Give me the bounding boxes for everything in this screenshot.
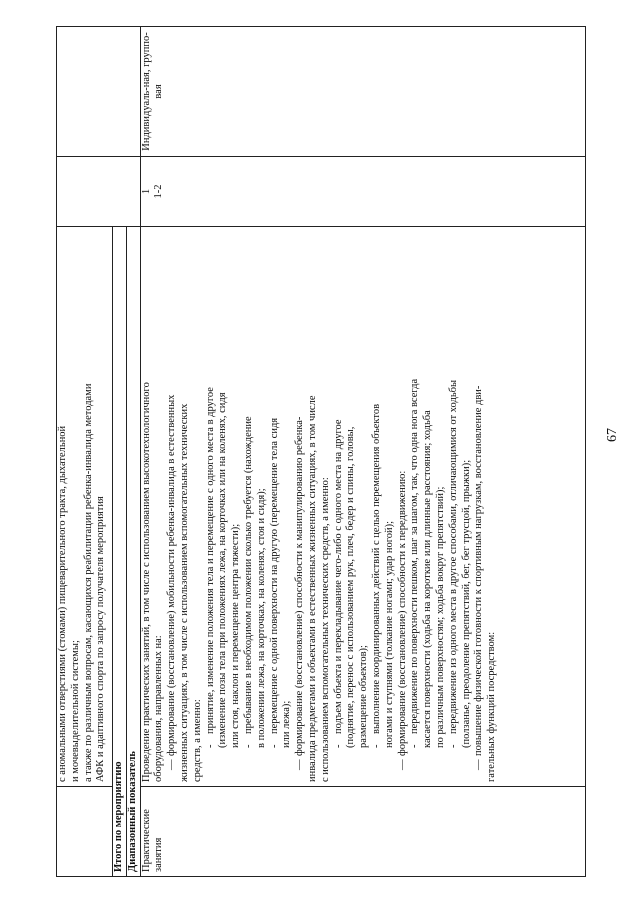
practical-count — [140, 157, 585, 227]
practical-line: или стоя, наклон и перемещение центра тяжести); — [230, 523, 242, 748]
rehabilitation-table — [56, 26, 586, 877]
practical-line: жизненных ситуациях, в том числе с использованием вспомогательных технических — [178, 403, 190, 782]
cell-top-text — [57, 227, 113, 787]
dash-mark: — — [473, 759, 485, 770]
practical-line: —формирование (восстановление) способности к передвижению: — [396, 470, 408, 770]
practical-line: —повышение физической готовности к спортивным нагрузкам, восстановление дви- — [473, 385, 485, 770]
practical-line: Проведение практических занятий, в том числе с использованием высокотехнологичного — [140, 382, 152, 782]
practical-line: инвалида предметами и объектами в естественных жизненных ситуациях, в том числе — [306, 395, 318, 782]
table-row-practical — [140, 27, 585, 877]
practical-line: оборудования, направленных на: — [153, 635, 165, 782]
practical-line: с использованием вспомогательных технических средств, а именно: — [319, 477, 331, 782]
dash-mark: — — [166, 759, 178, 770]
practical-line: -передвижение из одного места в другое способами, отличающимися от ходьбы — [447, 379, 459, 748]
dash-mark: - — [370, 744, 382, 748]
top-line: а также по различным вопросам, касающихся реабилитации ребенка-инвалида методами — [82, 383, 94, 782]
practical-line: -выполнение координированных действий с целью перемещения объектов — [370, 403, 382, 748]
practical-line: -подъем объекта и перекладывание чего-либо с одного места на другое — [332, 419, 344, 748]
range-label: Диапазонный показатель — [126, 227, 140, 877]
document-table-sheet — [56, 27, 586, 877]
practical-line: касается поверхности (ходьба на короткие или длинные расстояния; ходьба — [422, 410, 434, 748]
dash-mark: - — [204, 744, 216, 748]
practical-form: Индивидуаль-ная, группо-вая — [140, 27, 585, 157]
practical-name: Практические занятия — [140, 787, 585, 877]
cell-empty-left — [57, 787, 113, 877]
dash-mark: — — [294, 759, 306, 770]
practical-line: -передвижение по поверхности пешком, шаг за шагом, так, что одна нога всегда — [409, 378, 421, 748]
practical-line: размещение объектов); — [358, 645, 370, 748]
dash-mark: — — [396, 759, 408, 770]
table-row-top — [57, 27, 113, 877]
total-label: Итого по мероприятию — [113, 227, 127, 877]
page-number: 67 — [605, 428, 620, 442]
practical-description — [140, 227, 585, 787]
total-value: 1 — [140, 188, 152, 195]
practical-line: или лежа); — [281, 700, 293, 748]
top-line: с аномальными отверстиями (стомами) пищеварительного тракта, дыхательной — [57, 425, 68, 782]
practical-line: —формирование (восстановление) мобильности ребенка-инвалида в естественных — [166, 394, 178, 770]
dash-mark: - — [409, 744, 421, 748]
practical-line: (изменение позы тела при положениях лежа, на корточках или на коленях, сидя — [217, 392, 229, 748]
dash-mark: - — [332, 744, 344, 748]
cell-empty-count — [57, 157, 141, 227]
practical-line: гательных функций посредством: — [486, 631, 498, 782]
practical-line: (ползанье, преодоление препятствий, бег, бег трусцой, прыжки); — [460, 459, 472, 748]
top-line: АФК и адаптивного спорта по запросу получателя мероприятия — [95, 496, 107, 782]
practical-line: -принятие, изменение положения тела и перемещение с одного места в другое — [204, 387, 216, 748]
practical-line: —формирование (восстановление) способности к манипулированию ребенка- — [294, 416, 306, 770]
practical-line: в положении лежа, на корточках, на коленях, стоя и сидя); — [255, 488, 267, 748]
cell-empty-form — [57, 27, 141, 157]
dash-mark: - — [268, 744, 280, 748]
dash-mark: - — [447, 744, 459, 748]
practical-line: ногами и ступнями (толкание ногами; удар ногой); — [383, 520, 395, 748]
practical-line: по различным поверхностям; ходьба вокруг препятствий); — [434, 486, 446, 748]
practical-line: средств, а именно: — [191, 699, 203, 782]
dash-mark: - — [242, 744, 254, 748]
practical-line: (поднятие, перенос с использованием рук, плеч, бедер и спины, головы, — [345, 426, 357, 748]
practical-line: -пребывание в необходимом положении сколько требуется (нахождение — [242, 416, 254, 748]
range-value: 1-2 — [153, 184, 165, 199]
top-line: и мочевыделительной системы; — [69, 640, 81, 782]
practical-line: -перемещение с одной поверхности на другую (перемещение тела сидя — [268, 417, 280, 748]
